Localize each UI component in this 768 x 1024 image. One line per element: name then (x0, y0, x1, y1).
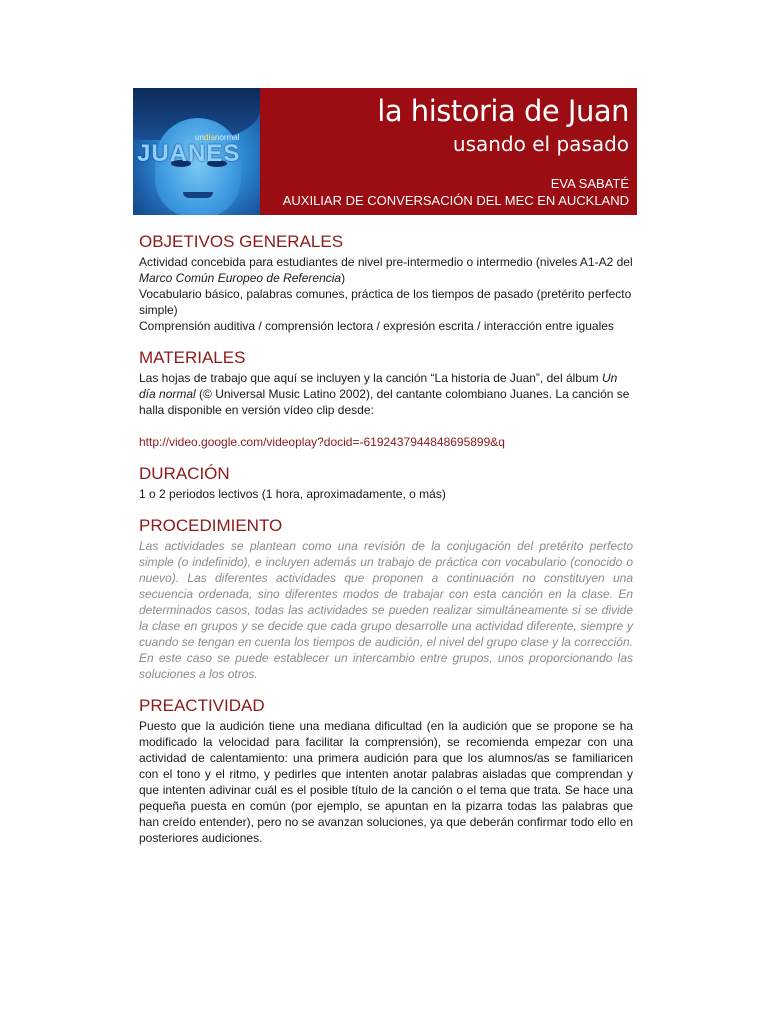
document-content (139, 232, 633, 860)
header-banner (133, 88, 637, 215)
objetivos-line-2: Vocabulario básico, palabras comunes, práctica de los tiempos de pasado (pretérito perfecto simple) (139, 287, 632, 317)
materiales-text: Las hojas de trabajo que aquí se incluyen y la canción “La historia de Juan”, del álbum Un día normal (© Universal Music Latino 2002), del cantante colombiano Juanes. La canción se halla disponible en versión vídeo clip desde: (139, 371, 630, 417)
page-title: la historia de Juan (377, 94, 629, 128)
section-duracion (139, 464, 633, 502)
cover-mouth (183, 192, 213, 198)
section-heading: PROCEDIMIENTO (139, 516, 283, 535)
author-name: EVA SABATÉ (550, 176, 629, 191)
author-role: AUXILIAR DE CONVERSACIÓN DEL MEC EN AUCKLAND (282, 193, 629, 208)
video-link[interactable]: http://video.google.com/videoplay?docid=-6192437944848695899&q (139, 435, 505, 449)
section-procedimiento (139, 516, 633, 682)
section-objetivos (139, 232, 633, 334)
objetivos-line-3: Comprensión auditiva / comprensión lectora / expresión escrita / interacción entre iguales (139, 319, 614, 333)
objetivos-line-1: Actividad concebida para estudiantes de nivel pre-intermedio o intermedio (niveles A1-A2 del Marco Común Europeo de Referencia) (139, 255, 633, 285)
banner-text-area (260, 88, 637, 215)
cover-artist-name: JUANES (137, 140, 241, 167)
section-heading: DURACIÓN (139, 464, 230, 483)
duracion-text: 1 o 2 periodos lectivos (1 hora, aproximadamente, o más) (139, 487, 446, 501)
procedimiento-text: Las actividades se plantean como una revisión de la conjugación del pretérito perfecto simple (o indefinido), e incluyen además un trabajo de práctica con vocabulario (conocido o nuevo). Las diferentes actividades que proponen a continuación no constituyen una secuencia ordenada, sino diferentes modos de trabajar con esta canción en la clase. En determinados casos, todas las actividades se pueden realizar simultáneamente si se divide la clase en grupos y se decide que cada grupo desarrolle una actividad diferente, siempre y cuando se tengan en cuenta los tiempos de audición, el nivel del grupo clase y la corrección. En este caso se puede establecer un intercambio entre grupos, unos proporcionando las soluciones a los otros. (139, 539, 633, 681)
section-preactividad (139, 696, 633, 846)
section-heading: MATERIALES (139, 348, 246, 367)
cover-album-name: undíanormal (195, 133, 240, 142)
section-materiales (139, 348, 633, 450)
album-cover-image (133, 88, 260, 215)
page-subtitle: usando el pasado (452, 132, 629, 156)
preactividad-text: Puesto que la audición tiene una mediana dificultad (en la audición que se propone se ha modificado la velocidad para facilitar la comprensión), se recomienda empezar con una actividad de calentamiento: una primera audición para que los alumnos/as se familiaricen con el tono y el ritmo, y pedirles que intenten anotar palabras aisladas que comprendan y que intenten adivinar cuál es el posible título de la canción o el tema que trata. Se hace una pequeña puesta en común (por ejemplo, se apuntan en la pizarra todas las palabras que han creído entender), pero no se avanzan soluciones, ya que deberán confirmar todo ello en posteriores audiciones. (139, 719, 633, 845)
section-heading: OBJETIVOS GENERALES (139, 232, 344, 251)
section-heading: PREACTIVIDAD (139, 696, 265, 715)
